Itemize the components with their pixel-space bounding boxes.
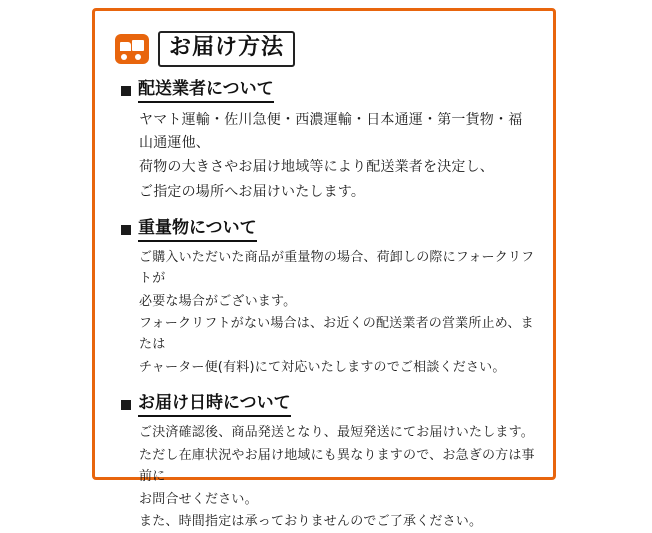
section-delivery-datetime-head (121, 393, 535, 417)
text-line: また、時間指定は承っておりませんのでご了承ください。 (139, 514, 483, 530)
section-carrier (113, 79, 535, 204)
section-delivery-datetime-body (139, 423, 535, 533)
section-heavy-items-head (121, 218, 535, 242)
bullet-square-icon (121, 400, 131, 410)
delivery-info-panel (92, 8, 556, 530)
panel-title-row (115, 31, 535, 67)
section-carrier-head (121, 79, 535, 103)
section-delivery-datetime (113, 393, 535, 533)
text-line: ご購入いただいた商品が重量物の場合、荷卸しの際にフォークリフトが (139, 249, 535, 286)
bullet-square-icon (121, 225, 131, 235)
delivery-truck-icon (115, 34, 149, 64)
section-heavy-items (113, 218, 535, 379)
section-carrier-body (139, 109, 535, 204)
text-line: 必要な場合がございます。 (139, 293, 297, 309)
text-line: ご決済確認後、商品発送となり、最短発送にてお届けいたします。 (139, 425, 534, 441)
text-line: チャーター便(有料)にて対応いたしますのでご相談ください。 (139, 359, 506, 375)
bullet-square-icon (121, 86, 131, 96)
text-line: ご指定の場所へお届けいたします。 (139, 183, 366, 200)
text-line: ただし在庫状況やお届け地域にも異なりますので、お急ぎの方は事前に (139, 447, 535, 484)
section-delivery-datetime-title: お届け日時について (138, 393, 291, 417)
text-line: ヤマト運輸・佐川急便・西濃運輸・日本通運・第一貨物・福山通運他、 (139, 111, 523, 151)
text-line: 荷物の大きさやお届け地域等により配送業者を決定し、 (139, 159, 494, 176)
section-heavy-items-title: 重量物について (138, 218, 257, 242)
section-heavy-items-body (139, 248, 535, 379)
section-carrier-title: 配送業者について (138, 79, 274, 103)
text-line: フォークリフトがない場合は、お近くの配送業者の営業所止め、または (139, 316, 534, 353)
page-title: お届け方法 (158, 31, 295, 67)
text-line: お問合せください。 (139, 491, 258, 507)
